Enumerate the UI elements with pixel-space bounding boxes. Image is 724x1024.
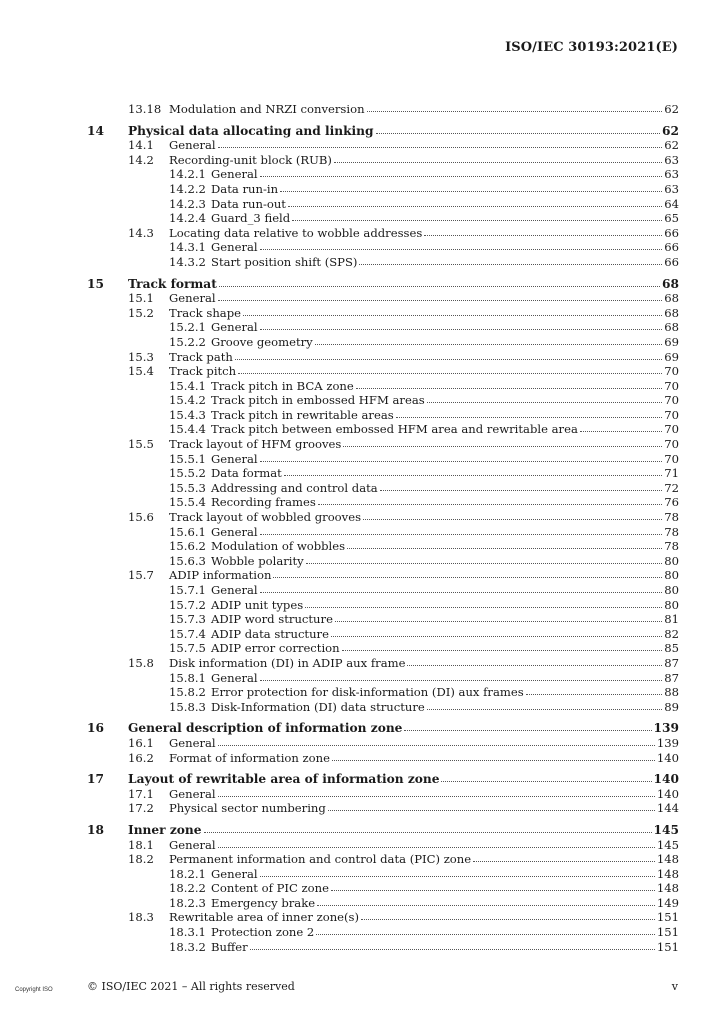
toc-entry-number: 15.1 <box>128 291 154 306</box>
toc-entry-title: Recording frames <box>211 495 316 510</box>
toc-entry-number: 16.2 <box>128 750 154 765</box>
toc-entry-title: General <box>169 291 216 306</box>
toc-entry[interactable] <box>0 539 724 554</box>
toc-entry-number: 15.6.1 <box>169 524 206 539</box>
dot-leader <box>367 110 663 112</box>
dot-leader <box>204 831 652 833</box>
toc-entry-title: Track layout of HFM grooves <box>169 437 342 452</box>
toc-entry-title: Groove geometry <box>211 334 313 349</box>
dot-leader <box>250 948 655 950</box>
toc-entry[interactable] <box>0 393 724 408</box>
toc-entry-number: 14.3.2 <box>169 254 206 269</box>
toc-entry-title: Content of PIC zone <box>211 881 329 896</box>
dot-leader <box>218 795 655 797</box>
toc-entry-title: Error protection for disk-information (DI) aux frames <box>211 685 524 700</box>
toc-entry-number: 15.5.3 <box>169 480 206 495</box>
toc-entry-page: 70 <box>664 451 679 466</box>
dot-leader <box>218 744 655 746</box>
toc-entry-number: 18.2.3 <box>169 895 206 910</box>
toc-entry[interactable] <box>0 481 724 496</box>
toc-entry-title: General <box>211 320 258 335</box>
dot-leader <box>218 146 663 148</box>
toc-entry-title: General <box>211 583 258 597</box>
toc-entry-title: ADIP error correction <box>211 641 340 656</box>
toc-entry-title: Track pitch in embossed HFM areas <box>211 393 425 408</box>
dot-leader <box>260 248 663 250</box>
toc-entry-title: Physical data allocating and linking <box>128 123 374 138</box>
toc-entry-number: 15.2 <box>128 305 154 320</box>
toc-entry-page: 66 <box>664 254 679 269</box>
toc-entry-page: 139 <box>656 735 679 750</box>
toc-entry-number: 14.2.4 <box>169 211 206 226</box>
toc-entry-number: 18.2 <box>128 852 154 867</box>
dot-leader <box>427 708 662 710</box>
toc-entry-number: 14.3 <box>128 225 154 240</box>
dot-leader <box>315 343 663 345</box>
toc-entry-page: 69 <box>664 334 679 349</box>
toc-entry-title: Track pitch in BCA zone <box>211 378 354 393</box>
toc-entry-page: 87 <box>664 670 679 685</box>
toc-entry-page: 145 <box>653 822 679 837</box>
page-number: v <box>671 980 678 993</box>
toc-entry-number: 15.5.2 <box>169 466 206 481</box>
toc-entry-page: 80 <box>664 597 679 612</box>
toc-entry-page: 70 <box>664 378 679 393</box>
toc-entry[interactable] <box>0 197 724 212</box>
toc-entry-page: 62 <box>664 102 679 116</box>
toc-entry-title: Permanent information and control data (PIC) zone <box>169 852 472 867</box>
toc-entry[interactable] <box>0 153 724 168</box>
toc-entry[interactable] <box>0 671 724 686</box>
dot-leader <box>404 729 651 731</box>
toc-entry[interactable] <box>0 364 724 379</box>
toc-chapter-entry[interactable] <box>0 772 724 787</box>
toc-entry-page: 63 <box>664 181 679 196</box>
toc-entry-number: 15.4.1 <box>169 378 206 393</box>
toc-entry-title: General <box>211 167 258 182</box>
toc-entry-number: 18 <box>87 822 104 837</box>
toc-entry-number: 18.3.2 <box>169 939 206 954</box>
toc-chapter-entry[interactable] <box>0 124 724 139</box>
toc-entry[interactable] <box>0 925 724 940</box>
toc-entry-title: Track shape <box>169 305 242 320</box>
toc-entry-title: Track format <box>128 276 217 291</box>
toc-chapter-entry[interactable] <box>0 823 724 838</box>
dot-leader <box>334 161 662 163</box>
dot-leader <box>318 503 662 505</box>
toc-entry-number: 14.3.1 <box>169 240 206 255</box>
toc-entry-page: 64 <box>664 196 679 211</box>
toc-entry-title: Buffer <box>211 939 248 954</box>
toc-entry-number: 15.5 <box>128 437 154 452</box>
dot-leader <box>260 460 663 462</box>
toc-entry[interactable] <box>0 598 724 613</box>
toc-entry-title: ADIP information <box>169 568 272 583</box>
dot-leader <box>317 904 655 906</box>
toc-entry-page: 68 <box>664 320 679 335</box>
toc-entry-number: 15.4.2 <box>169 393 206 408</box>
toc-entry-number: 15 <box>87 276 104 291</box>
toc-entry[interactable] <box>0 525 724 540</box>
toc-entry[interactable] <box>0 736 724 751</box>
toc-entry-title: Format of information zone <box>169 750 330 765</box>
toc-entry-title: ADIP data structure <box>211 626 329 641</box>
dot-leader <box>361 918 655 920</box>
toc-entry-title: General <box>169 786 216 801</box>
toc-entry-page: 70 <box>664 393 679 408</box>
toc-entry-page: 78 <box>664 524 679 539</box>
toc-entry-title: Track pitch <box>169 364 237 379</box>
toc-entry-title: Track pitch in rewritable areas <box>211 407 394 422</box>
toc-entry-page: 144 <box>656 801 679 816</box>
toc-entry-page: 148 <box>656 881 679 896</box>
toc-entry-number: 18.1 <box>128 837 154 852</box>
toc-entry-page: 68 <box>664 305 679 320</box>
toc-entry[interactable] <box>0 612 724 627</box>
toc-entry-title: Rewritable area of inner zone(s) <box>169 910 360 925</box>
toc-entry-page: 151 <box>656 910 679 925</box>
toc-entry-number: 14.2.3 <box>169 196 206 211</box>
toc-entry-page: 140 <box>653 772 679 787</box>
toc-entry-title: Addressing and control data <box>211 480 378 495</box>
toc-entry-title: Disk-Information (DI) data structure <box>211 699 425 714</box>
copyright-notice: © ISO/IEC 2021 – All rights reserved <box>87 980 295 993</box>
toc-entry-page: 70 <box>664 437 679 452</box>
copyright-tag: Copyright ISO <box>15 987 53 993</box>
dot-leader <box>260 591 663 593</box>
toc-entry[interactable] <box>0 379 724 394</box>
toc-entry-page: 68 <box>662 276 679 291</box>
toc-entry-title: General <box>211 451 258 466</box>
dot-leader <box>356 387 662 389</box>
toc-entry-number: 15.7.3 <box>169 612 206 627</box>
toc-entry-number: 15.2.2 <box>169 334 206 349</box>
toc-entry-title: Inner zone <box>128 822 202 837</box>
toc-entry[interactable] <box>0 568 724 583</box>
dot-leader <box>273 576 662 578</box>
toc-entry-title: Protection zone 2 <box>211 925 315 940</box>
toc-chapter-entry[interactable] <box>0 277 724 292</box>
toc-entry[interactable] <box>0 226 724 241</box>
toc-entry-title: General <box>211 524 258 539</box>
toc-entry[interactable] <box>0 350 724 365</box>
toc-entry[interactable] <box>0 320 724 335</box>
toc-entry-number: 13.18 <box>128 102 162 116</box>
toc-entry[interactable] <box>0 510 724 525</box>
toc-entry[interactable] <box>0 896 724 911</box>
toc-entry[interactable] <box>0 583 724 598</box>
toc-entry[interactable] <box>0 167 724 182</box>
toc-entry-title: Guard_3 field <box>211 211 291 226</box>
dot-leader <box>260 533 663 535</box>
toc-chapter-entry[interactable] <box>0 721 724 736</box>
toc-entry-page: 70 <box>664 422 679 437</box>
toc-entry[interactable] <box>0 801 724 816</box>
toc-entry-page: 148 <box>656 852 679 867</box>
toc-entry-number: 15.2.1 <box>169 320 206 335</box>
dot-leader <box>306 562 663 564</box>
toc-entry-title: Recording-unit block (RUB) <box>169 152 332 167</box>
toc-entry-page: 63 <box>664 167 679 182</box>
dot-leader <box>235 358 662 360</box>
dot-leader <box>335 620 662 622</box>
toc-entry[interactable] <box>0 751 724 766</box>
toc-entry[interactable] <box>0 255 724 270</box>
toc-entry-title: General <box>169 735 216 750</box>
toc-entry-number: 14.1 <box>128 138 154 153</box>
toc-entry-number: 16.1 <box>128 735 154 750</box>
toc-entry-page: 139 <box>653 721 679 736</box>
dot-leader <box>218 299 663 301</box>
toc-entry-page: 85 <box>664 641 679 656</box>
toc-entry-page: 88 <box>664 685 679 700</box>
toc-entry-number: 15.4 <box>128 364 154 379</box>
toc-entry-page: 149 <box>656 895 679 910</box>
dot-leader <box>331 635 662 637</box>
dot-leader <box>407 664 662 666</box>
dot-leader <box>342 649 663 651</box>
toc-entry-page: 145 <box>656 837 679 852</box>
toc-entry-number: 16 <box>87 721 104 736</box>
toc-entry-page: 66 <box>664 240 679 255</box>
toc-entry[interactable] <box>0 867 724 882</box>
toc-entry-page: 140 <box>656 786 679 801</box>
toc-entry-number: 15.4.3 <box>169 407 206 422</box>
toc-entry-title: Layout of rewritable area of information zone <box>128 772 440 787</box>
toc-entry-page: 151 <box>656 925 679 940</box>
dot-leader <box>260 679 663 681</box>
toc-entry[interactable] <box>0 182 724 197</box>
dot-leader <box>260 328 663 330</box>
toc-entry-page: 72 <box>664 480 679 495</box>
toc-entry[interactable] <box>0 102 724 117</box>
toc-entry-page: 62 <box>664 138 679 153</box>
toc-entry-page: 63 <box>664 152 679 167</box>
toc-entry-page: 82 <box>664 626 679 641</box>
toc-entry-number: 15.5.4 <box>169 495 206 510</box>
toc-entry-page: 80 <box>664 553 679 568</box>
toc-entry[interactable] <box>0 211 724 226</box>
toc-entry-number: 15.8.1 <box>169 670 206 685</box>
toc-entry-page: 70 <box>664 407 679 422</box>
toc-entry-number: 15.8 <box>128 655 154 670</box>
toc-entry-title: Locating data relative to wobble addresses <box>169 225 423 240</box>
toc-entry-number: 15.4.4 <box>169 422 206 437</box>
toc-entry-title: Physical sector numbering <box>169 801 326 816</box>
dot-leader <box>332 759 655 761</box>
toc-entry-number: 14.2.2 <box>169 181 206 196</box>
toc-entry[interactable] <box>0 422 724 437</box>
dot-leader <box>473 860 655 862</box>
toc-entry-title: Emergency brake <box>211 895 316 910</box>
dot-leader <box>580 430 662 432</box>
dot-leader <box>347 547 662 549</box>
toc-entry[interactable] <box>0 627 724 642</box>
toc-entry[interactable] <box>0 306 724 321</box>
toc-entry-page: 76 <box>664 495 679 510</box>
toc-entry[interactable] <box>0 685 724 700</box>
toc-entry-page: 70 <box>664 364 679 379</box>
toc-entry-number: 15.3 <box>128 349 154 364</box>
toc-entry-page: 80 <box>664 583 679 597</box>
toc-entry-number: 18.3.1 <box>169 925 206 940</box>
dot-leader <box>284 474 662 476</box>
toc-entry-title: Track layout of wobbled grooves <box>169 510 362 525</box>
toc-entry-number: 15.6.2 <box>169 539 206 554</box>
toc-entry[interactable] <box>0 408 724 423</box>
toc-entry[interactable] <box>0 335 724 350</box>
dot-leader <box>526 693 663 695</box>
dot-leader <box>343 445 662 447</box>
toc-entry-page: 69 <box>664 349 679 364</box>
toc-entry-page: 87 <box>664 655 679 670</box>
toc-entry-page: 151 <box>656 939 679 954</box>
toc-entry-title: Track pitch between embossed HFM area and rewritable area <box>211 422 578 437</box>
toc-entry-title: General <box>211 670 258 685</box>
toc-entry-number: 15.7.5 <box>169 641 206 656</box>
dot-leader <box>238 372 662 374</box>
dot-leader <box>396 416 663 418</box>
toc-entry-page: 66 <box>664 225 679 240</box>
toc-entry-title: Track path <box>169 349 233 364</box>
toc-entry-page: 140 <box>656 750 679 765</box>
dot-leader <box>219 285 660 287</box>
toc-entry[interactable] <box>0 437 724 452</box>
dot-leader <box>243 314 662 316</box>
toc-entry[interactable] <box>0 495 724 510</box>
toc-entry-number: 15.7.1 <box>169 583 206 597</box>
toc-entry-title: General <box>211 240 258 255</box>
toc-entry-title: Start position shift (SPS) <box>211 254 358 269</box>
toc-entry[interactable] <box>0 852 724 867</box>
dot-leader <box>305 606 662 608</box>
document-header: ISO/IEC 30193:2021(E) <box>505 40 678 55</box>
toc-entry-number: 15.8.3 <box>169 699 206 714</box>
toc-entry[interactable] <box>0 138 724 153</box>
toc-entry[interactable] <box>0 554 724 569</box>
toc-entry[interactable] <box>0 466 724 481</box>
table-of-contents <box>0 102 724 954</box>
dot-leader <box>280 190 662 192</box>
toc-entry-page: 65 <box>664 211 679 226</box>
dot-leader <box>427 401 663 403</box>
toc-entry-title: Modulation and NRZI conversion <box>169 102 365 116</box>
dot-leader <box>260 175 663 177</box>
toc-entry-page: 68 <box>664 291 679 306</box>
toc-entry-title: ADIP word structure <box>211 612 333 627</box>
toc-entry[interactable] <box>0 910 724 925</box>
toc-entry-title: General <box>169 138 216 153</box>
toc-entry-number: 15.6.3 <box>169 553 206 568</box>
toc-entry-page: 62 <box>662 123 679 138</box>
toc-entry-number: 17 <box>87 772 104 787</box>
toc-entry[interactable] <box>0 881 724 896</box>
dot-leader <box>363 518 662 520</box>
toc-entry-number: 15.7.4 <box>169 626 206 641</box>
toc-entry-number: 14.2.1 <box>169 167 206 182</box>
toc-entry-title: General description of information zone <box>128 721 403 736</box>
toc-entry-number: 17.1 <box>128 786 154 801</box>
toc-entry-number: 15.6 <box>128 510 154 525</box>
dot-leader <box>218 846 655 848</box>
dot-leader <box>380 489 663 491</box>
toc-entry-page: 71 <box>664 466 679 481</box>
toc-entry-number: 17.2 <box>128 801 154 816</box>
toc-entry-page: 78 <box>664 539 679 554</box>
toc-entry-title: General <box>169 837 216 852</box>
toc-entry-title: Data run-out <box>211 196 286 211</box>
toc-entry-number: 15.7.2 <box>169 597 206 612</box>
toc-entry-number: 14 <box>87 123 104 138</box>
toc-entry-page: 148 <box>656 866 679 881</box>
toc-entry-title: Disk information (DI) in ADIP aux frame <box>169 655 406 670</box>
dot-leader <box>331 889 655 891</box>
toc-entry-page: 78 <box>664 510 679 525</box>
dot-leader <box>328 809 655 811</box>
dot-leader <box>359 263 662 265</box>
toc-entry-number: 18.3 <box>128 910 154 925</box>
toc-entry[interactable] <box>0 240 724 255</box>
dot-leader <box>292 219 662 221</box>
toc-entry-page: 80 <box>664 568 679 583</box>
dot-leader <box>376 132 660 134</box>
toc-entry-title: ADIP unit types <box>211 597 304 612</box>
toc-entry-page: 81 <box>664 612 679 627</box>
toc-entry-number: 18.2.1 <box>169 866 206 881</box>
toc-entry-number: 15.7 <box>128 568 154 583</box>
dot-leader <box>260 875 655 877</box>
toc-entry-title: Modulation of wobbles <box>211 539 346 554</box>
toc-entry[interactable] <box>0 700 724 715</box>
toc-entry-title: Data run-in <box>211 181 279 196</box>
dot-leader <box>424 234 662 236</box>
toc-entry[interactable] <box>0 787 724 802</box>
toc-entry[interactable] <box>0 940 724 955</box>
toc-entry-number: 18.2.2 <box>169 881 206 896</box>
toc-entry-number: 15.5.1 <box>169 451 206 466</box>
toc-entry-number: 15.8.2 <box>169 685 206 700</box>
toc-entry[interactable] <box>0 452 724 467</box>
dot-leader <box>288 205 662 207</box>
toc-entry-number: 14.2 <box>128 152 154 167</box>
toc-entry[interactable] <box>0 656 724 671</box>
dot-leader <box>316 933 655 935</box>
toc-entry-title: Data format <box>211 466 282 481</box>
toc-entry[interactable] <box>0 291 724 306</box>
toc-entry[interactable] <box>0 641 724 656</box>
dot-leader <box>441 780 651 782</box>
toc-entry-page: 89 <box>664 699 679 714</box>
toc-entry-title: General <box>211 866 258 881</box>
toc-entry[interactable] <box>0 838 724 853</box>
toc-entry-title: Wobble polarity <box>211 553 304 568</box>
